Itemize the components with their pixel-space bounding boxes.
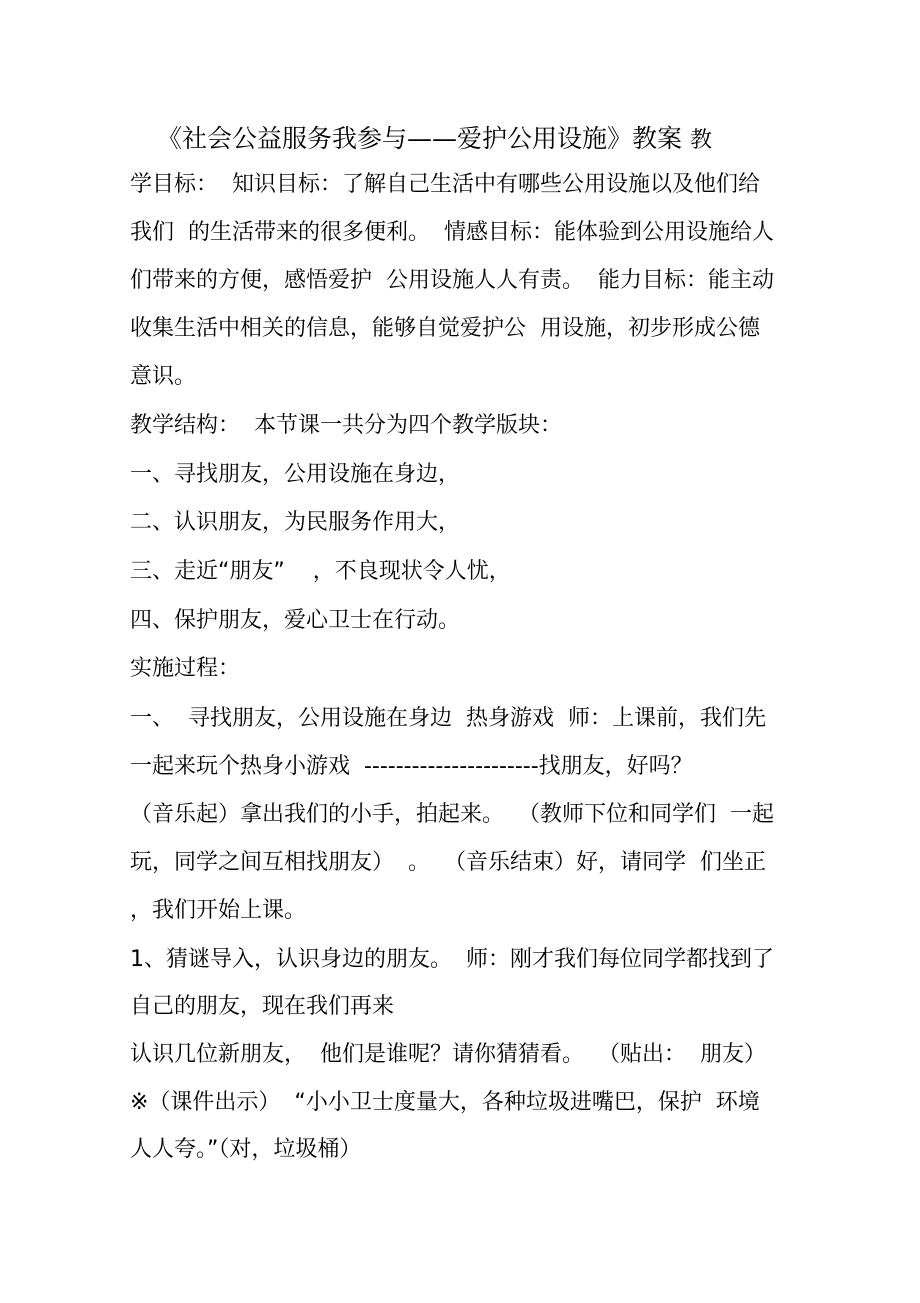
text-line: 收集生活中相关的信息，能够自觉爱护公 用设施，初步形成公德 bbox=[130, 316, 760, 341]
text-line: 人人夸。”（对，垃圾桶） bbox=[130, 1137, 362, 1162]
text-line: 意识。 bbox=[130, 364, 197, 389]
text-line: 一、寻找朋友，公用设施在身边， bbox=[130, 462, 461, 487]
text-line: 三、走近“朋友” ，不良现状令人忧， bbox=[130, 559, 511, 584]
title-tail-text: 教 bbox=[689, 128, 712, 153]
text-line: 自己的朋友，现在我们再来 bbox=[130, 994, 395, 1019]
text-line: 学目标： 知识目标：了解自己生活中有哪些公用设施以及他们给 bbox=[130, 172, 760, 197]
text-line: 教学结构： 本节课一共分为四个教学版块： bbox=[130, 413, 562, 438]
text-line: 一、 寻找朋友，公用设施在身边 热身游戏 师：上课前，我们先 bbox=[130, 706, 766, 731]
text-line: 们带来的方便，感悟爱护 公用设施人人有责。 能力目标：能主动 bbox=[130, 268, 774, 293]
text-line: 一起来玩个热身小游戏 ----------------------找朋友，好吗？ bbox=[130, 754, 693, 779]
text-line: 实施过程： bbox=[130, 656, 241, 681]
document-title bbox=[157, 122, 712, 158]
text-line: 四、保护朋友，爱心卫士在行动。 bbox=[130, 608, 461, 633]
text-line: ※（课件出示） “小小卫士度量大，各种垃圾进嘴巴，保护 环境 bbox=[130, 1090, 760, 1115]
text-line: 1、猜谜导入，认识身边的朋友。 师：刚才我们每位同学都找到了 bbox=[130, 947, 774, 972]
text-line: 二、认识朋友，为民服务作用大， bbox=[130, 510, 461, 535]
text-line: 认识几位新朋友， 他们是谁呢？请你猜猜看。 （贴出： 朋友） bbox=[130, 1042, 766, 1067]
text-line: 我们 的生活带来的很多便利。 情感目标：能体验到公用设施给人 bbox=[130, 220, 774, 245]
title-text: 《社会公益服务我参与——爱护公用设施》教案 bbox=[157, 124, 683, 153]
text-line: ，我们开始上课。 bbox=[130, 898, 307, 923]
text-line: 玩，同学之间互相找朋友） 。 （音乐结束）好，请同学 们坐正 bbox=[130, 850, 766, 875]
text-line: （音乐起）拿出我们的小手，拍起来。 （教师下位和同学们 一起 bbox=[130, 802, 774, 827]
